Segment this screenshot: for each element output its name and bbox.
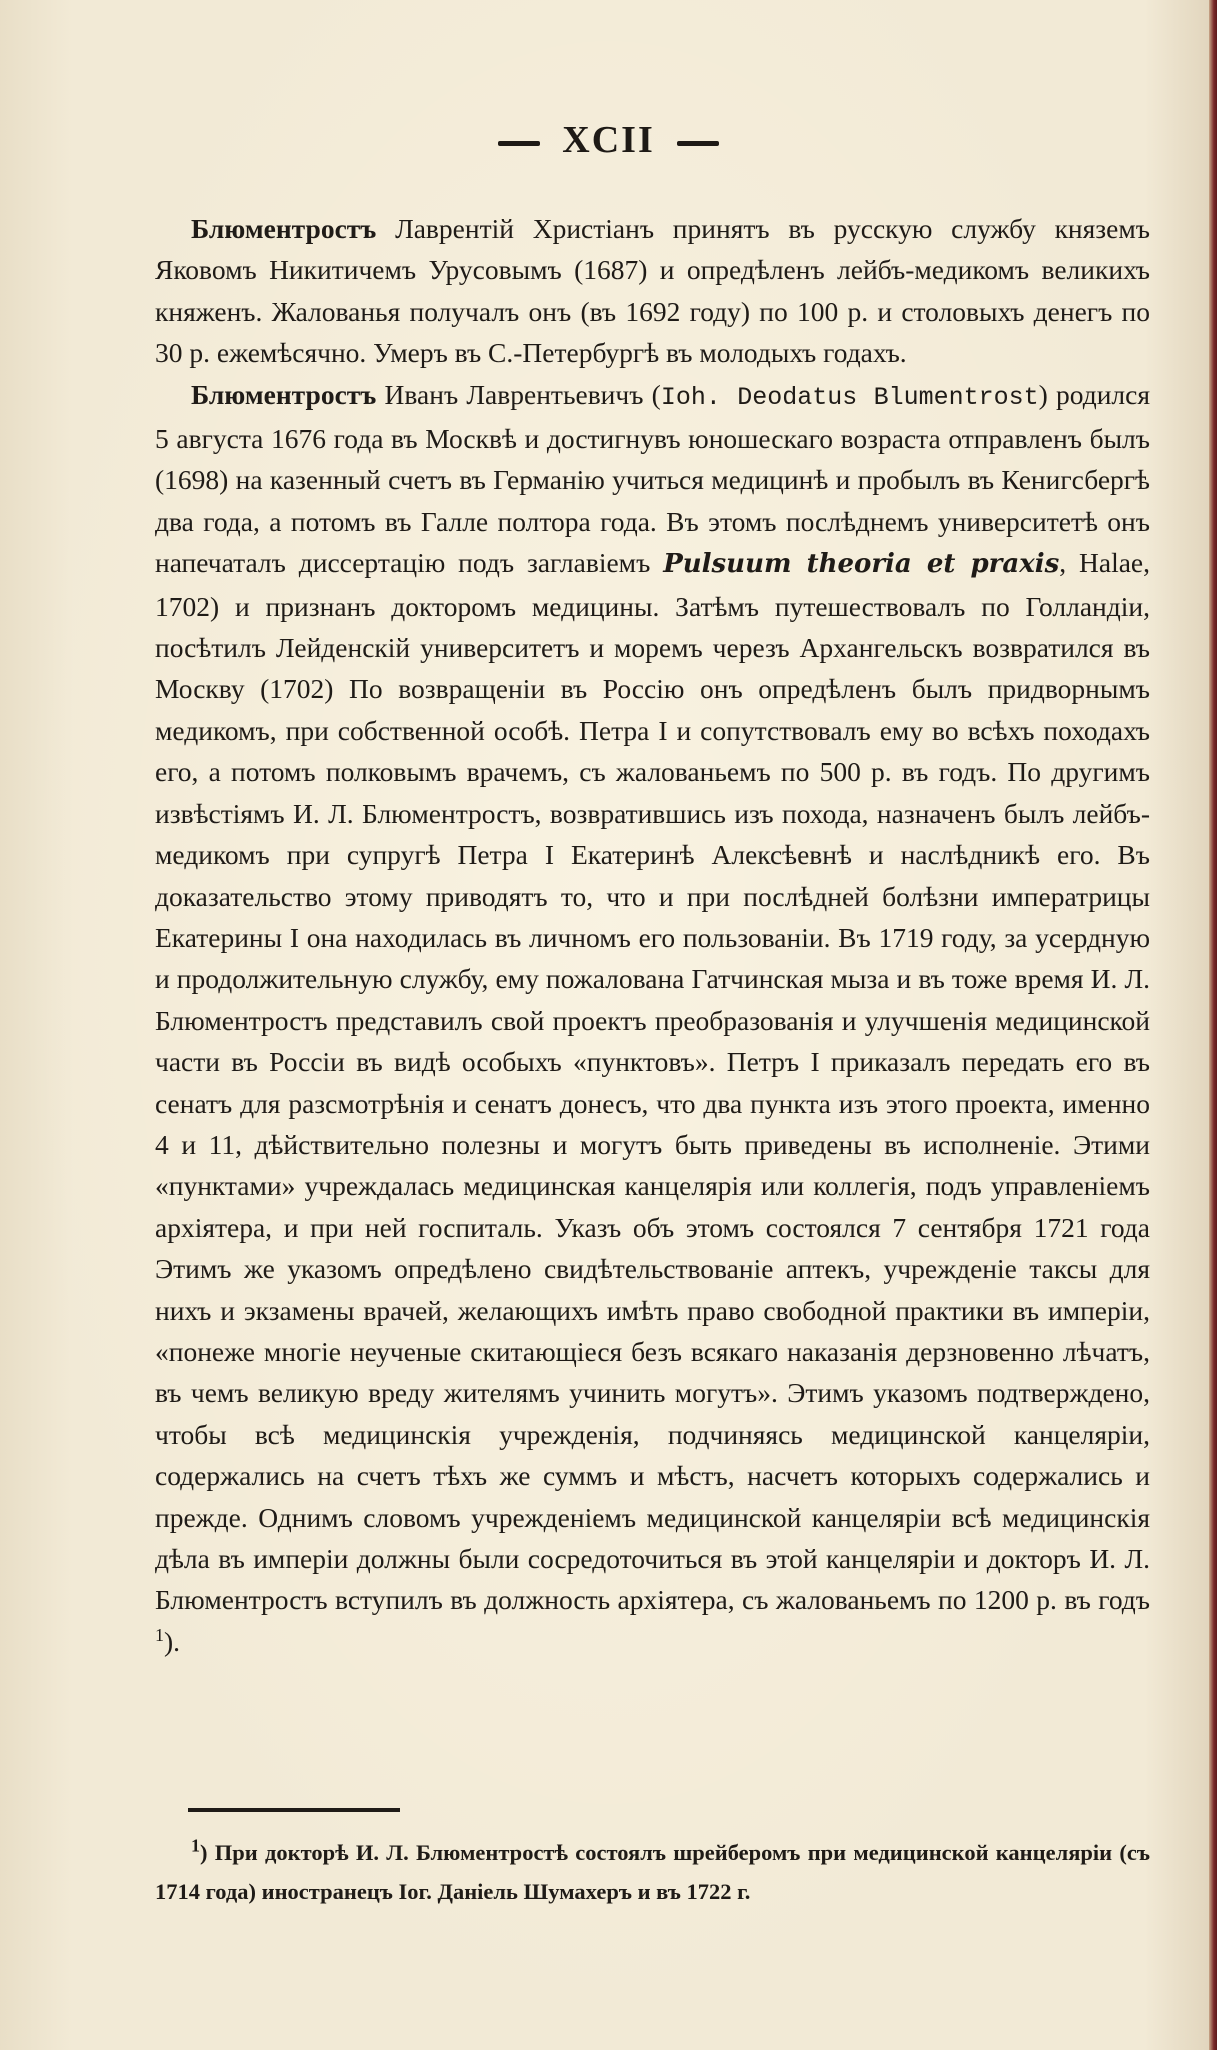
entry-name: Блюментростъ — [191, 378, 377, 410]
page-header — [0, 118, 1217, 162]
footnote-marker: 1 — [191, 1835, 200, 1856]
page-number: XCII — [562, 119, 655, 161]
footnote-divider — [188, 1808, 400, 1812]
paragraph-lavrentiy — [155, 208, 1150, 374]
header-dash-left — [498, 141, 540, 146]
paragraph-text: Иванъ Лаврентьевичъ ( — [376, 378, 661, 410]
latin-name: Ioh. Deodatus Blumentrost — [660, 382, 1039, 412]
dissertation-title: Pulsuum theoria et praxis — [663, 549, 1060, 580]
main-text — [155, 208, 1150, 1662]
paragraph-text: , Halae, 1702) и признанъ докторомъ медицины. Затѣмъ путешествовалъ по Голландіи, посѣтилъ Лейденскій университетъ и моремъ черезъ Архангельскъ возвратился въ Москву (1702) По возвращеніи въ Россію онъ опредѣленъ былъ придворнымъ медикомъ, при собственной особѣ. Петра I и сопутствовалъ ему во всѣхъ походахъ его, а потомъ полковымъ врачемъ, съ жалованьемъ по 500 р. въ годъ. По другимъ извѣстіямъ И. Л. Блюментростъ, возвратившись изъ похода, назначенъ былъ лейбъ-медикомъ при супругѣ Петра I Екатеринѣ Алексѣевнѣ и наслѣдникѣ его. Въ доказательство этому приводятъ то, что и при послѣдней болѣзни императрицы Екатерины I она находилась въ личномъ его пользованіи. Въ 1719 году, за усердную и продолжительную службу, ему пожалована Гатчинская мыза и въ тоже время И. Л. Блюментростъ представилъ свой проектъ преобразованія и улучшенія медицинской части въ Россіи въ видѣ особыхъ «пунктовъ». Петръ I приказалъ передать его въ сенатъ для разсмотрѣнія и сенатъ донесъ, что два пункта изъ этого проекта, именно 4 и 11, дѣйствительно полезны и могутъ быть приведены въ исполненіе. Этими «пунктами» учреждалась медицинская канцелярія или коллегія, подъ управленіемъ архіятера, и при ней госпиталь. Указъ объ этомъ состоялся 7 сентября 1721 года Этимъ же указомъ опредѣлено свидѣтельствованіе аптекъ, учрежденіе таксы для нихъ и экзамены врачей, желающихъ имѣть право свободной практики въ имперіи, «понеже многіе неученые скитающіеся безъ всякаго наказанія дерзновенно лѣчатъ, въ чемъ великую вреду жителямъ учинить могутъ». Этимъ указомъ подтверждено, чтобы всѣ медицинскія учрежденія, подчиняясь медицинской канцеляріи, содержались на счетъ тѣхъ же суммъ и мѣстъ, насчетъ которыхъ содержались и прежде. Однимъ словомъ учрежденіемъ медицинской канцеляріи всѣ медицинскія дѣла въ имперіи должны были сосредоточиться въ этой канцеляріи и докторъ И. Л. Блюментростъ вступилъ въ должность архіятера, съ жалованьемъ по 1200 р. въ годъ — [155, 547, 1151, 1616]
paragraph-text: Лаврентій Христіанъ принятъ въ русскую службу княземъ Яковомъ Никитичемъ Урусовымъ (1687) и опредѣленъ лейбъ-медикомъ великихъ княженъ. Жалованья получалъ онъ (въ 1692 году) по 100 р. и столовыхъ денегъ по 30 р. ежемѣсячно. Умеръ въ С.-Петербургѣ въ молодыхъ годахъ. — [155, 213, 1150, 369]
paragraph-text: ). — [164, 1625, 181, 1657]
header-dash-right — [677, 141, 719, 146]
paragraph-text: ) родился 5 августа 1676 года въ Москвѣ и достигнувъ юношескаго возраста отправленъ былъ (1698) на казенный счетъ въ Германію учиться медицинѣ и пробылъ въ Кенигсбергѣ два года, а потомъ въ Галле полтора года. Въ этомъ послѣднемъ университетѣ онъ напечаталъ диссертацію подъ заглавіемъ — [155, 378, 1151, 579]
footnote — [155, 1833, 1150, 1911]
footnote-text: ) При докторѣ И. Л. Блюментростѣ состоялъ шрейберомъ при медицинской канцеляріи (съ 1714 года) иностранецъ Іог. Даніель Шумахеръ и въ 1722 г. — [155, 1840, 1150, 1904]
footnote-reference[interactable]: 1 — [155, 1624, 164, 1645]
entry-name: Блюментростъ — [191, 213, 377, 244]
page-edge — [1209, 0, 1217, 2050]
paragraph-ivan — [155, 374, 1150, 1663]
